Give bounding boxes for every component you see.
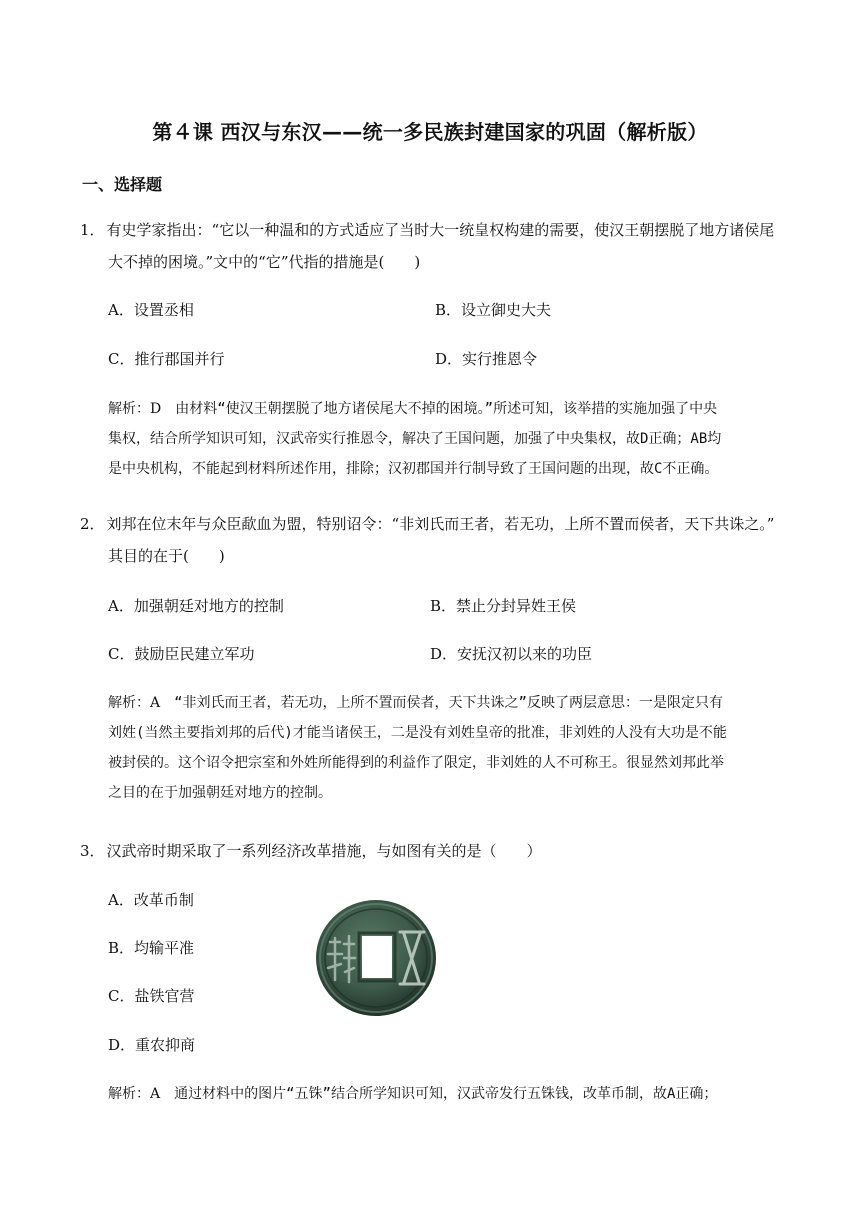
- analysis-line: 之目的在于加强朝廷对地方的控制。: [108, 785, 332, 801]
- analysis-line: 是中央机构，不能起到材料所述作用，排除；汉初郡国并行制导致了王国问题的出现，故C不正确。: [108, 461, 719, 477]
- q3-option-b: B．均输平准: [108, 939, 195, 957]
- q2-option-c: C．鼓励臣民建立军功: [108, 645, 255, 663]
- question-text-continued: 大不掉的困境。”文中的“它”代指的措施是( ): [108, 253, 421, 271]
- q2-option-b: B．禁止分封异姓王侯: [430, 597, 577, 615]
- question-text: 汉武帝时期采取了一系列经济改革措施，与如图有关的是（ ）: [106, 842, 542, 860]
- q3-option-c: C．盐铁官营: [108, 987, 195, 1005]
- page-title: 第４课 西汉与东汉——统一多民族封建国家的巩固（解析版）: [152, 120, 708, 144]
- analysis-line: “非刘氏而王者，若无功，上所不置而侯者，天下共诛之”反映了两层意思：一是限定只有: [174, 695, 723, 711]
- q1-option-d: D．实行推恩令: [435, 350, 538, 368]
- analysis-line: 由材料“使汉王朝摆脱了地方诸侯尾大不掉的困境。”所述可知，该举措的实施加强了中央: [175, 401, 718, 417]
- question-2-stem: [80, 508, 790, 572]
- q3-option-a: A．改革币制: [108, 891, 194, 909]
- q2-option-d: D．安抚汉初以来的功臣: [430, 645, 593, 663]
- q2-option-a: A．加强朝廷对地方的控制: [108, 597, 284, 615]
- question-text-continued: 其目的在于( ): [108, 547, 225, 565]
- analysis-line: 通过材料中的图片“五铢”结合所学知识可知，汉武帝发行五铢钱，改革币制，故A正确；: [174, 1086, 718, 1102]
- question-text: 刘邦在位末年与众臣歃血为盟，特别诏令：“非刘氏而王者，若无功，上所不置而侯者，天下共诛之。”: [106, 515, 775, 533]
- q2-analysis: [108, 688, 792, 808]
- analysis-lead: 解析：A: [108, 695, 175, 711]
- question-text: 有史学家指出：“它以一种温和的方式适应了当时大一统皇权构建的需要，使汉王朝摆脱了地方诸侯尾: [106, 221, 775, 239]
- q3-option-d: D．重农抑商: [108, 1036, 196, 1054]
- q1-option-c: C．推行郡国并行: [108, 350, 225, 368]
- question-3-stem: [80, 835, 790, 867]
- wuzhu-coin-image: [314, 898, 438, 1018]
- analysis-lead: 解析：A: [108, 1086, 175, 1102]
- analysis-line: 刘姓(当然主要指刘邦的后代)才能当诸侯王，二是没有刘姓皇帝的批准，非刘姓的人没有大功是不能: [108, 725, 727, 741]
- analysis-line: 被封侯的。这个诏令把宗室和外姓所能得到的利益作了限定，非刘姓的人不可称王。很显然刘邦此举: [108, 755, 724, 771]
- q1-option-a: A．设置丞相: [108, 301, 194, 319]
- question-number: 1．: [80, 221, 105, 239]
- analysis-lead: 解析：D: [108, 401, 176, 417]
- analysis-line: 集权，结合所学知识可知，汉武帝实行推恩令，解决了王国问题，加强了中央集权，故D正确；AB均: [108, 431, 722, 447]
- q3-analysis: [108, 1079, 792, 1109]
- q1-option-b: B．设立御史大夫: [435, 301, 552, 319]
- question-number: 2．: [80, 515, 105, 533]
- section-heading: 一、选择题: [82, 175, 163, 194]
- question-number: 3．: [80, 842, 105, 860]
- q1-analysis: [108, 394, 792, 484]
- question-1-stem: [80, 214, 790, 278]
